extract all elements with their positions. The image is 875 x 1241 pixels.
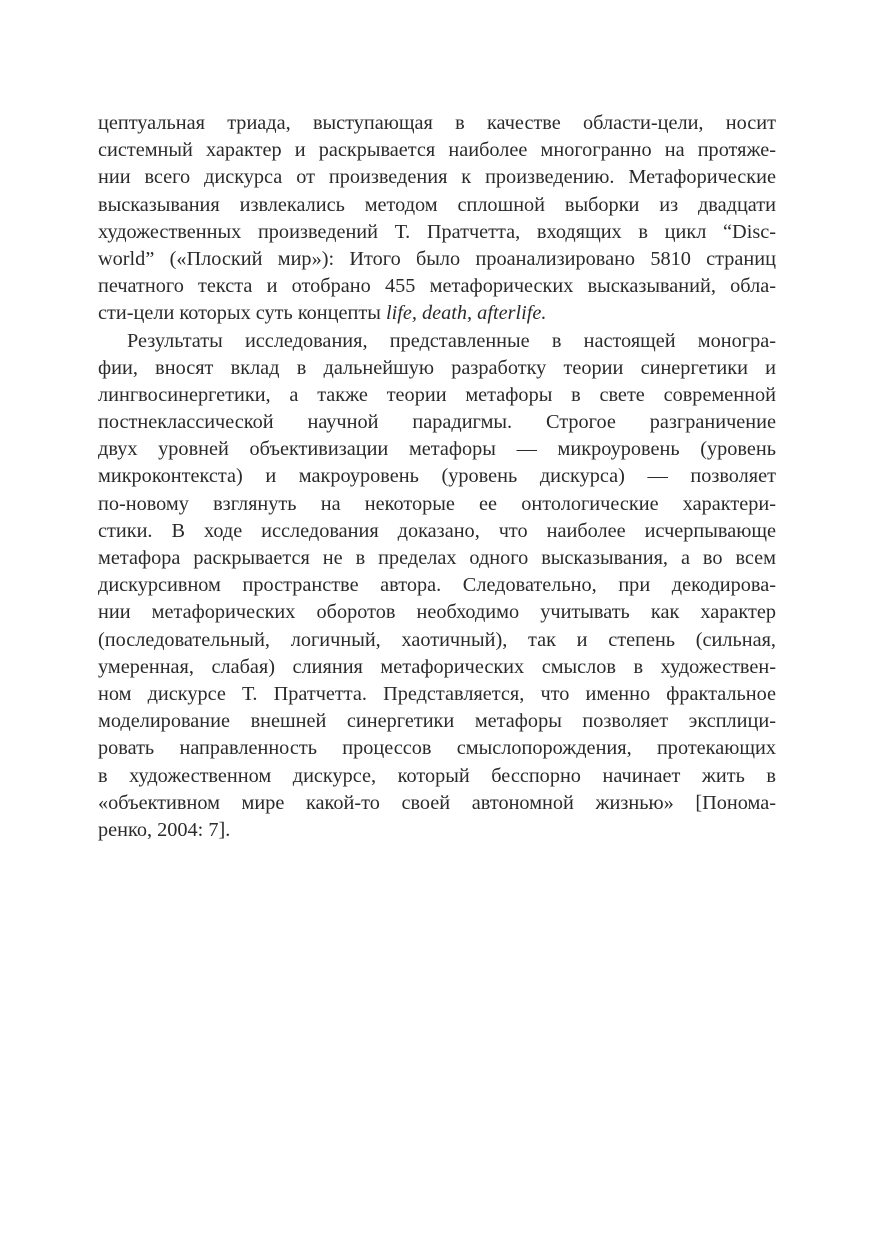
text-line: двух уровней объективизации метафоры — микроуровень (уровень [98, 438, 776, 461]
text-line: ном дискурсе Т. Пратчетта. Представляется, что именно фрактальное [98, 682, 776, 705]
paragraph-2 [98, 328, 776, 845]
text-line: цептуальная триада, выступающая в качестве области-цели, носит [98, 112, 776, 134]
text-line: умеренная, слабая) слияния метафорических смыслов в художествен- [98, 655, 776, 678]
text-line: стики. В ходе исследования доказано, что наиболее исчерпывающе [98, 519, 776, 542]
text-line: world” («Плоский мир»): Итого было проанализировано 5810 страниц [98, 247, 776, 270]
text-line: микроконтекста) и макроуровень (уровень дискурса) — позволяет [98, 465, 776, 488]
text-line-last: ренко, 2004: 7]. [98, 818, 231, 841]
text-line: высказывания извлекались методом сплошной выборки из двадцати [98, 193, 776, 216]
text-line: нии всего дискурса от произведения к произведению. Метафорические [98, 166, 776, 189]
text-line: системный характер и раскрывается наиболее многогранно на протяже- [98, 139, 776, 162]
text-line: метафора раскрывается не в пределах одного высказывания, а во всем [98, 547, 776, 569]
text-line: ровать направленность процессов смыслопорождения, протекающих [98, 737, 776, 760]
text-line: постнеклассической научной парадигмы. Строгое разграничение [98, 411, 776, 434]
body-text [98, 110, 776, 844]
text-line: печатного текста и отобрано 455 метафорических высказываний, обла- [98, 275, 776, 298]
text-line: по-новому взглянуть на некоторые ее онтологические характери- [98, 492, 776, 515]
text-line-prefix: сти-цели которых суть концепты [98, 302, 386, 325]
text-line: (последовательный, логичный, хаотичный), так и степень (сильная, [98, 628, 776, 651]
text-line-first: Результаты исследования, представленные в настоящей моногра- [127, 329, 776, 352]
text-line: фии, вносят вклад в дальнейшую разработку теории синергетики и [98, 356, 776, 379]
text-line-last [98, 300, 776, 327]
paragraph-1 [98, 110, 776, 328]
text-line: лингвосинергетики, а также теории метафоры в свете современной [98, 383, 776, 406]
text-line: «объективном мире какой-то своей автономной жизнью» [Понома- [98, 791, 776, 814]
text-line: в художественном дискурсе, который бесспорно начинает жить в [98, 764, 776, 787]
text-line: художественных произведений Т. Пратчетта, входящих в цикл “Disc- [98, 220, 776, 243]
text-line: нии метафорических оборотов необходимо учитывать как характер [98, 601, 776, 624]
text-line: моделирование внешней синергетики метафоры позволяет эксплици- [98, 710, 776, 733]
italic-concepts: life, death, afterlife. [385, 302, 547, 325]
text-line: дискурсивном пространстве автора. Следовательно, при декодирова- [98, 574, 776, 597]
